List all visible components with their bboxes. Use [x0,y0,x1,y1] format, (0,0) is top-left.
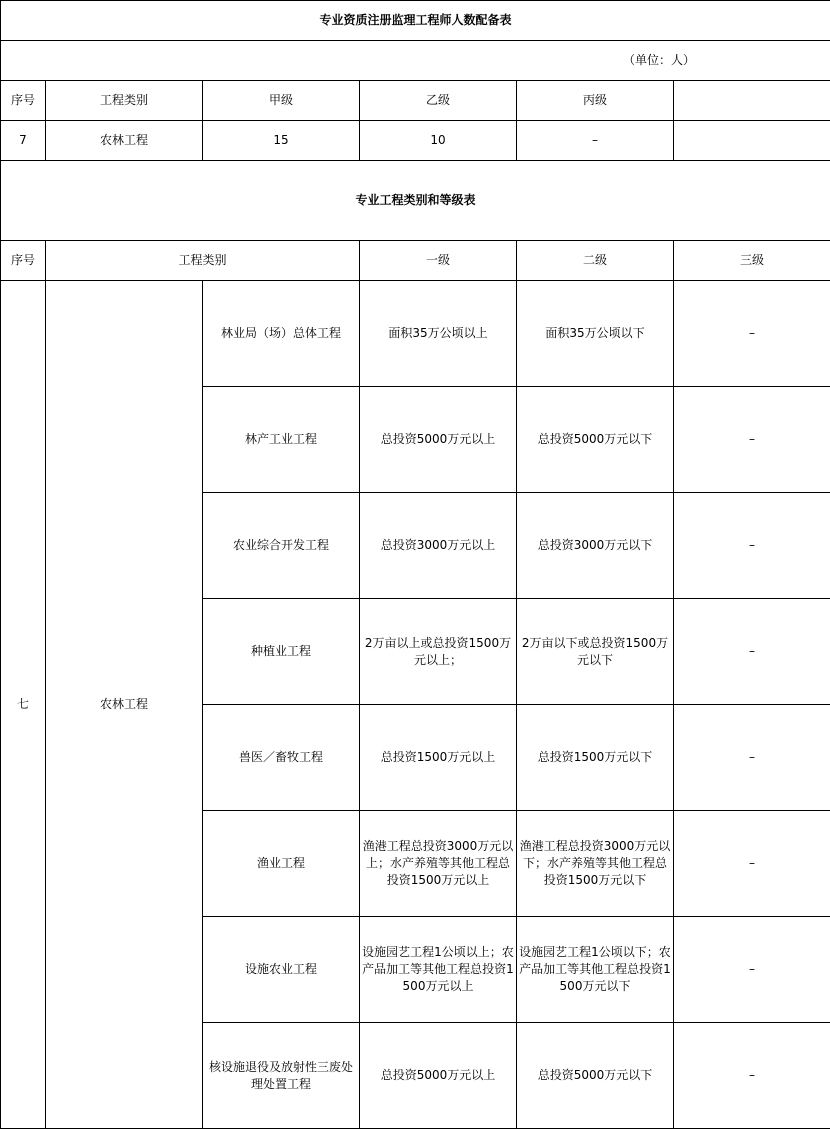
level3-cell: – [674,811,830,917]
grade-row [1,281,830,387]
level2-cell: 渔港工程总投资3000万元以下；水产养殖等其他工程总投资1500万元以下 [517,811,674,917]
staffing-table-title: 专业资质注册监理工程师人数配备表 [1,1,830,41]
level2-cell: 2万亩以下或总投资1500万元以下 [517,599,674,705]
level3-cell: – [674,1023,830,1129]
subcategory-cell: 设施农业工程 [203,917,360,1023]
level3-cell: – [674,281,830,387]
level1-cell: 总投资5000万元以上 [360,387,517,493]
level1-cell: 2万亩以上或总投资1500万元以上； [360,599,517,705]
level3-cell: – [674,387,830,493]
subcategory-cell: 林业局（场）总体工程 [203,281,360,387]
subcategory-cell: 兽医／畜牧工程 [203,705,360,811]
grade-header-level1: 一级 [360,241,517,281]
level2-cell: 总投资3000万元以下 [517,493,674,599]
level3-cell: – [674,917,830,1023]
header-category: 工程类别 [46,81,203,121]
staffing-seq: 7 [1,121,46,161]
header-grade-a: 甲级 [203,81,360,121]
staffing-title-row [1,1,830,41]
staffing-grade-c: – [517,121,674,161]
staffing-grade-a: 15 [203,121,360,161]
grade-seq: 七 [1,281,46,1129]
level2-cell: 设施园艺工程1公顷以下；农产品加工等其他工程总投资1500万元以下 [517,917,674,1023]
header-grade-c: 丙级 [517,81,674,121]
grade-header-row [1,241,830,281]
grade-category: 农林工程 [46,281,203,1129]
level1-cell: 设施园艺工程1公顷以上；农产品加工等其他工程总投资1500万元以上 [360,917,517,1023]
staffing-data-row [1,121,830,161]
grade-table-title: 专业工程类别和等级表 [1,161,830,241]
header-grade-b: 乙级 [360,81,517,121]
level1-cell: 总投资3000万元以上 [360,493,517,599]
level3-cell: – [674,599,830,705]
unit-row [1,41,830,81]
staffing-header-row [1,81,830,121]
level1-cell: 面积35万公顷以上 [360,281,517,387]
header-empty [674,81,830,121]
staffing-grade-b: 10 [360,121,517,161]
level3-cell: – [674,705,830,811]
level2-cell: 总投资5000万元以下 [517,387,674,493]
level2-cell: 面积35万公顷以下 [517,281,674,387]
subcategory-cell: 农业综合开发工程 [203,493,360,599]
level1-cell: 总投资5000万元以上 [360,1023,517,1129]
subcategory-cell: 种植业工程 [203,599,360,705]
level3-cell: – [674,493,830,599]
staffing-empty [674,121,830,161]
level2-cell: 总投资1500万元以下 [517,705,674,811]
level2-cell: 总投资5000万元以下 [517,1023,674,1129]
grade-header-seq: 序号 [1,241,46,281]
grade-header-level3: 三级 [674,241,830,281]
grade-header-category: 工程类别 [46,241,360,281]
level1-cell: 总投资1500万元以上 [360,705,517,811]
header-seq: 序号 [1,81,46,121]
level1-cell: 渔港工程总投资3000万元以上；水产养殖等其他工程总投资1500万元以上 [360,811,517,917]
grade-title-row [1,161,830,241]
staffing-category: 农林工程 [46,121,203,161]
unit-label: （单位：人） [1,41,830,81]
subcategory-cell: 核设施退役及放射性三废处理处置工程 [203,1023,360,1129]
subcategory-cell: 林产工业工程 [203,387,360,493]
subcategory-cell: 渔业工程 [203,811,360,917]
grade-header-level2: 二级 [517,241,674,281]
